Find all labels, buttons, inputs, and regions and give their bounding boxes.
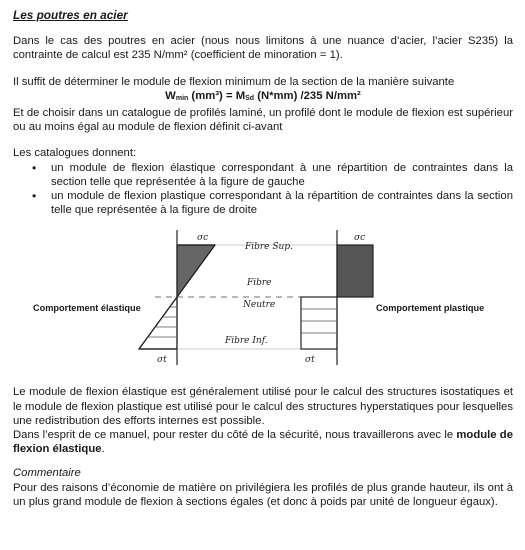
plastic-diagram [301, 230, 373, 365]
commentaire-title: Commentaire [13, 467, 81, 480]
stress-diagram [137, 225, 377, 371]
list-item-text: un module de flexion plastique correspondant à la répartition de contraintes dans la section telle que représentée à la figure de droite [51, 190, 513, 217]
plastic-compression-block [337, 245, 373, 297]
choose-paragraph: Et de choisir dans un catalogue de profilés laminé, un profilé dont le module de flexion est supérieur ou au moins égal au module de flexion définit ci-avant [13, 107, 513, 134]
catalogues-list [13, 161, 513, 218]
sigma-t-right: σt [305, 355, 315, 366]
elastic-tension-triangle [139, 297, 177, 349]
formula-m: M [235, 89, 246, 102]
elastic-diagram [139, 230, 215, 365]
formula-div: /235 [300, 89, 323, 102]
formula-m-sub: Sd [245, 94, 255, 102]
esprit-paragraph [13, 428, 513, 456]
bullet-icon: • [32, 160, 37, 175]
fibre-sup-label: Fibre Sup. [245, 242, 293, 253]
list-item [32, 160, 513, 189]
intro-paragraph: Dans le cas des poutres en acier (nous nous limitons à une nuance d’acier, l’acier S235) la contrainte de calcul est 235 N/mm² (coefficient de minoration = 1). [13, 35, 513, 62]
stress-figure [13, 225, 513, 375]
sigma-c-right: σc [354, 233, 366, 244]
esprit-end: . [101, 443, 105, 456]
formula-w-sub: min [175, 94, 189, 102]
fibre-inf-label: Fibre Inf. [225, 336, 268, 347]
catalogues-intro: Les catalogues donnent: [13, 147, 137, 160]
suffit-paragraph: Il suffit de déterminer le module de flexion minimum de la section de la manière suivante [13, 75, 455, 88]
formula [13, 89, 513, 106]
fibre-neutre-label-1: Fibre [247, 278, 272, 289]
fibre-neutre-label-2: Neutre [243, 300, 276, 311]
label-plastic: Comportement plastique [376, 303, 485, 314]
esprit-bold: module de flexion élastique [13, 429, 513, 456]
label-elastic: Comportement élastique [33, 303, 141, 314]
list-item [32, 189, 513, 217]
formula-mid: (mm³) = [188, 89, 236, 102]
bullet-icon: • [32, 189, 37, 204]
sigma-c-left: σc [197, 233, 209, 244]
sigma-t-left: σt [157, 355, 167, 366]
formula-unit: N/mm² [322, 89, 361, 102]
module-paragraph: Le module de flexion élastique est généralement utilisé pour le calcul des structures isostatiques et le module de flexion plastique est utilisé pour le calcul des structures hyperstatiques pour lesquelles une redistribution des efforts internes est possible. [13, 386, 513, 427]
esprit-text: Dans l’esprit de ce manuel, pour rester du côté de la sécurité, nous travaillerons avec le [13, 429, 457, 442]
document-page [13, 8, 513, 509]
section-title: Les poutres en acier [13, 8, 128, 22]
formula-rest: (N*mm) [254, 89, 301, 102]
formula-w: W [165, 89, 176, 102]
commentaire-text: Pour des raisons d’économie de matière on privilégiera les profilés de plus grande hauteur, ils ont à un plus grand module de flexion à sections égales (et donc à poids par unité de longueur égaux). [13, 481, 513, 508]
list-item-text: un module de flexion élastique correspondant à une répartition de contraintes dans la section telle que représentée à la figure de gauche [51, 161, 513, 188]
plastic-tension-block [301, 297, 337, 349]
